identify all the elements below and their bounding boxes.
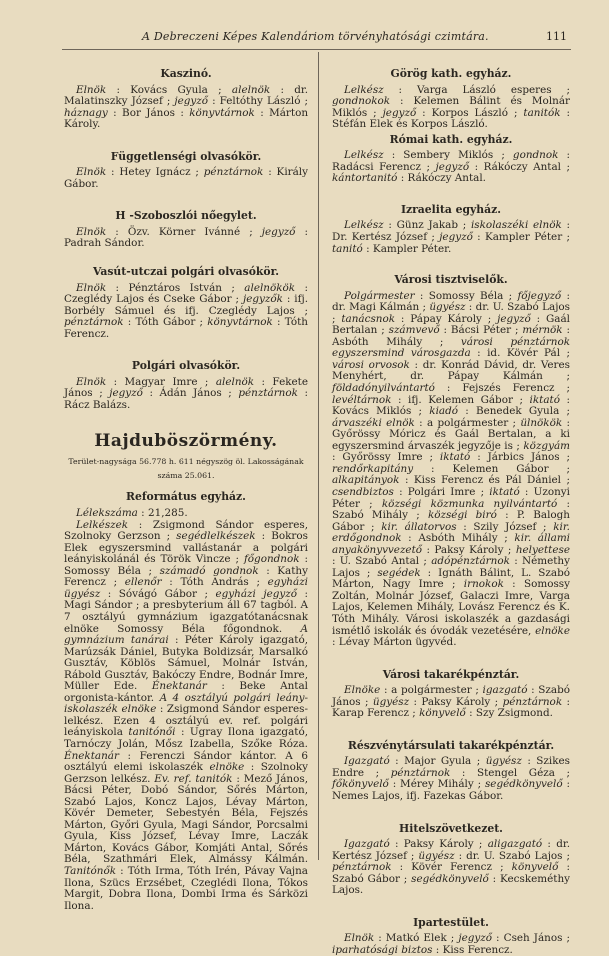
- section-heading: Kaszinó.: [160, 67, 212, 80]
- entry-text: : Ignáth Bálint, L. Szabó Márton, Nagy Imre ;: [332, 566, 570, 591]
- role-label: ellenőr: [124, 576, 162, 589]
- role-label: pénztárnok: [238, 387, 298, 400]
- entry-text: : 21,285.: [137, 507, 188, 520]
- entry-text: : Günz Jakab ;: [383, 219, 471, 232]
- role-label: iktató: [529, 393, 560, 406]
- entry-text: : Mező János, Bácsi Péter, Dobó Sándor, Sőrés Márton, Szabó Lajos, Koncz Lajos, Lévay Márton, Kövér Demeter, Sebestyén Béla, Fejszés Márton, Győri Gyula, Magi Sándor, Porcsalmi Gyula, Kiss József, Lévay Imre, Laczák Márton, Kovács Gábor, Komjáti Antal, Sőrés Béla, Szathmári Elek, Almássy Kálmán.: [64, 772, 309, 866]
- entry-text: : Uzonyi Péter ;: [332, 485, 570, 510]
- entry-text: : Kiss Ferencz.: [432, 943, 513, 956]
- role-label: pénztárnok: [203, 166, 264, 179]
- role-label: Igazgató: [344, 755, 390, 768]
- entry-text: : Paksy Károly ;: [422, 543, 516, 556]
- entry-text: : a polgármester ;: [414, 416, 521, 429]
- role-label: iktató: [489, 485, 520, 498]
- section-reszvenytarsulati-takarekpenztar: [332, 740, 570, 803]
- role-label: számvevő: [388, 324, 440, 337]
- entry-text: : Kovács Gyula ;: [106, 83, 232, 96]
- entry-text: : Kiss Ferencz és Pál Dániel ;: [399, 474, 570, 487]
- entry-text: : Szikes Endre ;: [332, 755, 570, 779]
- entry-text: : Márton Károly.: [64, 106, 309, 131]
- role-label: Elnöke: [344, 684, 381, 697]
- town-statistics: Terület-nagysága 56.778 h. 611 négyszög öl. Lakosságának száma 25.061.: [68, 457, 304, 481]
- role-label: Elnök: [76, 281, 107, 294]
- entry-text: : Kelemen Gábor ;: [413, 462, 570, 475]
- role-label: könyvtárnok: [207, 316, 273, 329]
- section-heading: Hitelszövetkezet.: [399, 821, 503, 835]
- role-label: Ev. ref. tanitók: [154, 772, 233, 785]
- section-paragraph: [64, 167, 308, 190]
- role-label: Lelkész: [344, 83, 384, 96]
- role-label: számadó gondnok: [159, 564, 259, 577]
- entry-text: : Tóth András ;: [161, 576, 268, 589]
- entry-text: : Gaál Bertalan ;: [332, 312, 570, 337]
- entry-text: : Lévay Márton ügyvéd.: [332, 636, 457, 649]
- entry-text: : Pápay Károly ;: [395, 312, 498, 325]
- section-paragraph: [332, 291, 570, 649]
- role-label: helyettese: [515, 543, 570, 556]
- role-label: kiadó: [429, 405, 459, 418]
- role-label: városi pénztárnok egyszersmind városgazda: [332, 335, 570, 360]
- entry-text: : Rácz Balázs.: [64, 387, 308, 411]
- role-label: Elnök: [76, 83, 107, 96]
- section-reformatus-egyhaz: [64, 491, 308, 912]
- role-label: tanácsnok: [341, 312, 396, 325]
- role-label: igazgató: [482, 684, 528, 697]
- entry-text: : Bokros Elek egyszersmind vallástanár a polgári leányiskolánál és Török Vincze ;: [64, 530, 308, 566]
- section-romai-kath-egyhaz: [332, 134, 570, 185]
- section-hajduboszormeny: [64, 431, 308, 483]
- section-paragraph: [332, 150, 570, 185]
- entry-text: : Benedek Gyula ;: [458, 405, 570, 418]
- section-paragraph: [64, 283, 308, 341]
- section-paragraph: [332, 685, 570, 720]
- entry-text: : Padrah Sándor.: [64, 225, 309, 250]
- entry-text: : Stengel Géza ;: [450, 766, 570, 779]
- role-label: könyvelő: [419, 707, 466, 720]
- section-paragraph: [64, 85, 308, 131]
- role-label: gondnok: [512, 149, 559, 162]
- section-heading: Városi tisztviselők.: [394, 273, 508, 287]
- role-label: jegyző: [382, 106, 417, 119]
- role-label: irnokok: [463, 578, 504, 591]
- section-hitelszovetkezet: [332, 823, 570, 897]
- section-heading: Polgári olvasókör.: [131, 359, 241, 373]
- entry-text: : Varga László esperes ;: [383, 83, 570, 96]
- entry-text: : Szy Zsigmond.: [465, 707, 553, 720]
- role-label: levéltárnok: [332, 393, 392, 406]
- entry-text: : Dr. Kertész József ;: [332, 219, 570, 244]
- section-h-szoboszloi-noegylet: [64, 210, 308, 250]
- entry-text: : Szolnoky Gerzson lelkész.: [64, 761, 308, 785]
- entry-text: : Szabó Gábor ;: [332, 861, 570, 885]
- entry-text: : ifj. Borbély Sámuel és ifj. Czeglédy Lajos ;: [64, 293, 308, 317]
- entry-text: : Mérey Mihály ;: [388, 778, 485, 791]
- section-heading: Izraelita egyház.: [400, 202, 502, 216]
- entry-text: : Bor János :: [107, 106, 190, 119]
- entry-text: : Somossy Béla ;: [414, 289, 518, 302]
- section-gorog-kath-egyhaz: [332, 68, 570, 131]
- entry-text: : Pénztáros István ;: [106, 281, 245, 294]
- role-label: Elnök: [76, 225, 107, 238]
- entry-text: : Némethy Lajos ;: [332, 555, 570, 579]
- role-label: Énektanár: [64, 749, 119, 762]
- role-label: Elnök: [344, 932, 375, 945]
- role-label: alelnökök: [244, 281, 296, 294]
- entry-text: : Bácsi Péter ;: [439, 324, 523, 337]
- role-label: jegyző: [435, 160, 470, 173]
- entry-text: : Péter Károly igazgató, Marúzsák Dániel, Butyka Boldizsár, Marsalkó Gusztáv, Köblös Sámuel, Molnár István, Rábold Gusztáv, Bakóczy Endre, Bodnár Imre, Müller Ede.: [64, 634, 308, 693]
- role-label: városi orvosok: [332, 358, 410, 371]
- role-label: ülnökök: [520, 416, 563, 429]
- role-label: Lelkész: [344, 219, 384, 232]
- role-label: pénztárnok: [332, 861, 392, 874]
- entry-text: : Nemes Lajos, ifj. Fazekas Gábor.: [332, 778, 570, 802]
- role-label: kir. erdőgondnok: [332, 520, 570, 545]
- section-izraelita-egyhaz: [332, 204, 570, 255]
- entry-text: : Somossy Zoltán, Molnár József, Galaczi Imre, Varga Lajos, Kelemen Mihály, Lovász Ferencz és K. Tóth Mihály. Városi iskolaszék a gazdasági ismétlő iskolák és óvodák vezetésére,: [332, 578, 570, 637]
- role-label: egyházi ügyész: [64, 576, 308, 600]
- section-ipartestulet: [332, 917, 570, 956]
- role-label: Lelkész: [344, 149, 384, 162]
- entry-text: : Korpos László ;: [416, 106, 524, 119]
- section-paragraph: [64, 227, 308, 250]
- role-label: községi közmunka nyilvántartó: [381, 497, 558, 510]
- entry-text: : Kampler Péter.: [362, 242, 452, 255]
- entry-text: : Tóth Ferencz.: [64, 316, 308, 340]
- entry-text: : Járbics János ;: [470, 451, 570, 464]
- entry-text: : Özv. Körner Ivánné ;: [106, 225, 262, 238]
- entry-text: : Ugray Ilona igazgató, Tarnóczy Jolán, Mősz Izabella, Szőke Róza.: [64, 726, 308, 750]
- role-label: főkönyvelő: [332, 778, 389, 791]
- entry-text: : dr. Kertész József ;: [332, 838, 570, 862]
- entry-text: : Radácsi Ferencz ;: [332, 149, 570, 173]
- section-heading: Ipartestület.: [413, 915, 489, 929]
- town-heading: Hajduböszörmény.: [94, 431, 278, 452]
- role-label: ügyész: [485, 755, 522, 768]
- entry-text: : Magi Sándor ; a presbyterium áll 67 tagból. A 7 osztályú gymnázium igazgatótanácsnak elnöke Somossy Béla főgondnok.: [64, 587, 309, 635]
- entry-text: : dr. Malatinszky József ;: [64, 83, 309, 108]
- role-label: elnöke: [209, 761, 245, 774]
- role-label: ügyész: [418, 849, 455, 862]
- section-heading: Függetlenségi olvasókör.: [110, 149, 262, 163]
- role-label: Lelkészek: [76, 518, 129, 531]
- section-polgari-olvasokor: [64, 360, 308, 411]
- entry-text: : Zsigmond Sándor esperes-lelkész. Ezen 4 osztályú ev. ref. polgári leányiskola: [64, 703, 308, 739]
- entry-text: : dr. U. Szabó Lajos ;: [332, 301, 570, 325]
- entry-text: : dr. U. Szabó Lajos ;: [454, 849, 570, 862]
- section-heading: Részvénytársulati takarékpénztár.: [347, 738, 555, 752]
- section-paragraph: [332, 933, 570, 956]
- entry-text: : a polgármester ;: [380, 684, 483, 697]
- role-label: jegyző: [174, 95, 209, 108]
- role-label: kir. állatorvos: [381, 520, 457, 533]
- entry-text: : P. Balogh Gábor ;: [332, 509, 570, 533]
- entry-text: : Somossy Béla ;: [64, 553, 308, 577]
- role-label: főjegyző: [517, 289, 562, 302]
- entry-text: : Fejszés Ferencz ;: [434, 382, 570, 395]
- role-label: jegyző: [439, 231, 473, 244]
- entry-text: : dr. Konrád Dávid, dr. Veres Menyhért, dr. Pápay Kálmán ;: [332, 358, 570, 383]
- role-label: földadónyilvántartó: [332, 382, 435, 395]
- entry-text: : Kecskeméthy Lajos.: [332, 872, 571, 897]
- section-heading: Római kath. egyház.: [389, 132, 513, 146]
- entry-text: : dr. Magi Kálmán ;: [332, 289, 570, 314]
- role-label: Elnök: [76, 166, 107, 179]
- entry-text: : Paksy Károly ;: [409, 695, 503, 708]
- role-label: Elnök: [76, 375, 107, 388]
- section-paragraph: [332, 220, 570, 255]
- role-label: egyházi jegyző: [215, 587, 297, 600]
- entry-text: : Sembery Miklós ;: [383, 149, 513, 162]
- role-label: segédkönyvelő: [411, 872, 489, 885]
- section-paragraph: [332, 756, 570, 802]
- entry-text: : Fekete János ;: [64, 375, 308, 400]
- entry-text: : Polgári Imre ;: [393, 485, 490, 498]
- entry-text: : Szabó Mihály ;: [332, 497, 570, 522]
- role-label: csendbiztos: [332, 485, 394, 498]
- section-fuggetlensegi-olvasokor: [64, 151, 308, 191]
- role-label: segédkönyvelő: [484, 778, 563, 791]
- entry-text: : Rákóczy Antal.: [397, 172, 486, 185]
- entry-text: : Király Gábor.: [64, 166, 308, 190]
- entry-text: : Kathy Ferencz ;: [64, 564, 308, 589]
- entry-text: : Cseh János ;: [492, 932, 570, 945]
- role-label: kir. állami anyakönyvvezető: [332, 532, 571, 556]
- role-label: árvaszéki elnök: [332, 416, 415, 429]
- entry-text: : U. Szabó Antal ;: [332, 555, 432, 568]
- role-label: községi biró: [427, 509, 497, 522]
- entry-text: : Paksy Károly ;: [389, 838, 488, 851]
- entry-text: : Szily József ;: [456, 520, 554, 533]
- entry-text: : Asbóth Mihály ;: [401, 532, 515, 545]
- role-label: A 4 osztályú polgári leány-iskolaszék elnöke: [64, 691, 308, 716]
- entry-text: : Hetey Ignácz ;: [106, 166, 204, 179]
- role-label: jegyző: [261, 225, 296, 238]
- role-label: alelnök: [231, 83, 271, 96]
- role-label: kántortanitó: [332, 172, 398, 185]
- entry-text: : Tóth Gábor ;: [123, 316, 208, 329]
- entry-text: : Kampler Péter ;: [472, 231, 570, 244]
- section-paragraph: [332, 839, 570, 897]
- role-label: ügyész: [429, 301, 466, 314]
- entry-text: : Beke Antal orgonista-kántor.: [64, 680, 309, 704]
- entry-text: : Rákóczy Antal ;: [469, 160, 570, 173]
- entry-text: : Kovács Miklós ;: [332, 393, 570, 418]
- role-label: iparhatósági biztos: [332, 943, 433, 956]
- entry-text: : Győrössy Imre ;: [332, 451, 440, 464]
- role-label: közgyám: [523, 439, 570, 452]
- entry-text: : Sóvágó Gábor ;: [100, 587, 216, 600]
- section-kaszino: [64, 68, 308, 131]
- entry-text: : Karap Ferencz ;: [332, 695, 571, 720]
- role-label: tanitónői: [128, 726, 176, 739]
- role-label: mérnök: [522, 324, 563, 337]
- role-label: Tanitónők: [64, 864, 117, 877]
- role-label: könyvtárnok: [189, 106, 255, 119]
- section-paragraph: [64, 520, 308, 913]
- entry-text: : Szabó János ;: [332, 684, 570, 708]
- role-label: tanitó: [332, 242, 363, 255]
- role-label: A gymnázium tanárai: [64, 622, 308, 647]
- role-label: Polgármester: [344, 289, 415, 302]
- entry-text: : Czeglédy Lajos és Cseke Gábor ;: [64, 281, 308, 306]
- entry-text: : Stéfán Elek és Korpos László.: [332, 106, 570, 131]
- section-heading: Görög kath. egyház.: [390, 67, 512, 80]
- entry-text: : Matkó Elek ;: [374, 932, 459, 945]
- section-heading: Vasút-utczai polgári olvasókör.: [92, 265, 280, 279]
- role-label: pénztárnok: [64, 316, 124, 329]
- role-label: jegyző: [458, 932, 492, 945]
- section-varosi-tisztviselok: [332, 274, 570, 649]
- section-heading: Református egyház.: [126, 490, 246, 504]
- entry-text: : Kelemen Bálint és Molnár Miklós ;: [332, 95, 570, 119]
- role-label: könyvelő: [511, 861, 559, 874]
- entry-text: : Ádán János ;: [142, 387, 239, 400]
- entry-text: : Kövér Ferencz ;: [391, 861, 512, 874]
- section-varosi-takarekpenztar: [332, 669, 570, 720]
- role-label: iskolaszéki elnök: [470, 219, 562, 232]
- entry-text: : Feltóthy László ;: [208, 95, 308, 108]
- role-label: jegyző: [497, 312, 531, 325]
- section-paragraph: [64, 377, 308, 412]
- role-label: alelnök: [215, 375, 255, 388]
- role-label: főgondnok: [243, 553, 300, 566]
- entry-text: : Major Gyula ;: [389, 755, 486, 768]
- left-column: [64, 58, 308, 912]
- running-title: A Debreczeni Képes Kalendáriom törvényhatósági czimtára.: [142, 30, 489, 43]
- column-divider: [318, 52, 319, 860]
- role-label: Lélekszáma: [76, 507, 138, 520]
- section-heading: Városi takarékpénztár.: [382, 667, 520, 681]
- section-vasut-utczai-polgari-olvasokor: [64, 266, 308, 340]
- entry-text: : Asbóth Mihály ;: [332, 324, 570, 348]
- role-label: alkapitányok: [332, 474, 400, 487]
- entry-text: : id. Kövér Pál ;: [470, 347, 570, 360]
- role-label: aligazgató: [487, 838, 543, 851]
- right-column: [332, 58, 570, 956]
- role-label: gondnokok: [332, 95, 391, 108]
- role-label: elnöke: [535, 624, 570, 637]
- entry-text: : Magyar Imre ;: [106, 375, 216, 388]
- section-heading: H -Szoboszlói nőegylet.: [115, 209, 257, 223]
- role-label: adópénztárnok: [431, 555, 510, 568]
- role-label: iktató: [439, 451, 471, 464]
- role-label: rendőrkapitány: [332, 462, 414, 475]
- entry-text: : ifj. Kelemen Gábor ;: [391, 393, 530, 406]
- page-number: 111: [546, 30, 567, 43]
- role-label: jegyzők: [243, 293, 283, 306]
- running-header: [62, 27, 571, 50]
- role-label: tanitók: [523, 106, 561, 119]
- role-label: segédlelkészek: [176, 530, 256, 543]
- role-label: pénztárnok: [502, 695, 563, 708]
- entry-text: : Ferenczi Sándor kántor. A 6 osztályú elemi iskolaszék: [64, 749, 308, 774]
- role-label: ügyész: [372, 695, 410, 708]
- role-label: segédek: [377, 566, 421, 579]
- entry-text: : Zsigmond Sándor esperes, Szolnoky Gerzson ;: [64, 518, 308, 543]
- role-label: jegyző: [109, 387, 143, 400]
- role-label: Énektanár: [151, 680, 207, 693]
- role-label: pénztárnok: [390, 766, 451, 779]
- role-label: háznagy: [64, 106, 108, 119]
- section-paragraph: [332, 85, 570, 131]
- entry-text: : Tóth Irma, Tóth Irén, Pávay Vajna Ilona, Szücs Erzsébet, Czeglédi Ilona, Tókos Margit, Dobra Ilona, Dombi Irma és Sárközi Ilona.: [64, 864, 308, 912]
- role-label: Igazgató: [344, 838, 390, 851]
- entry-text: : Győrössy Móricz és Gaál Bertalan, a ki egyszersmind árvaszék jegyzője is ;: [332, 416, 570, 452]
